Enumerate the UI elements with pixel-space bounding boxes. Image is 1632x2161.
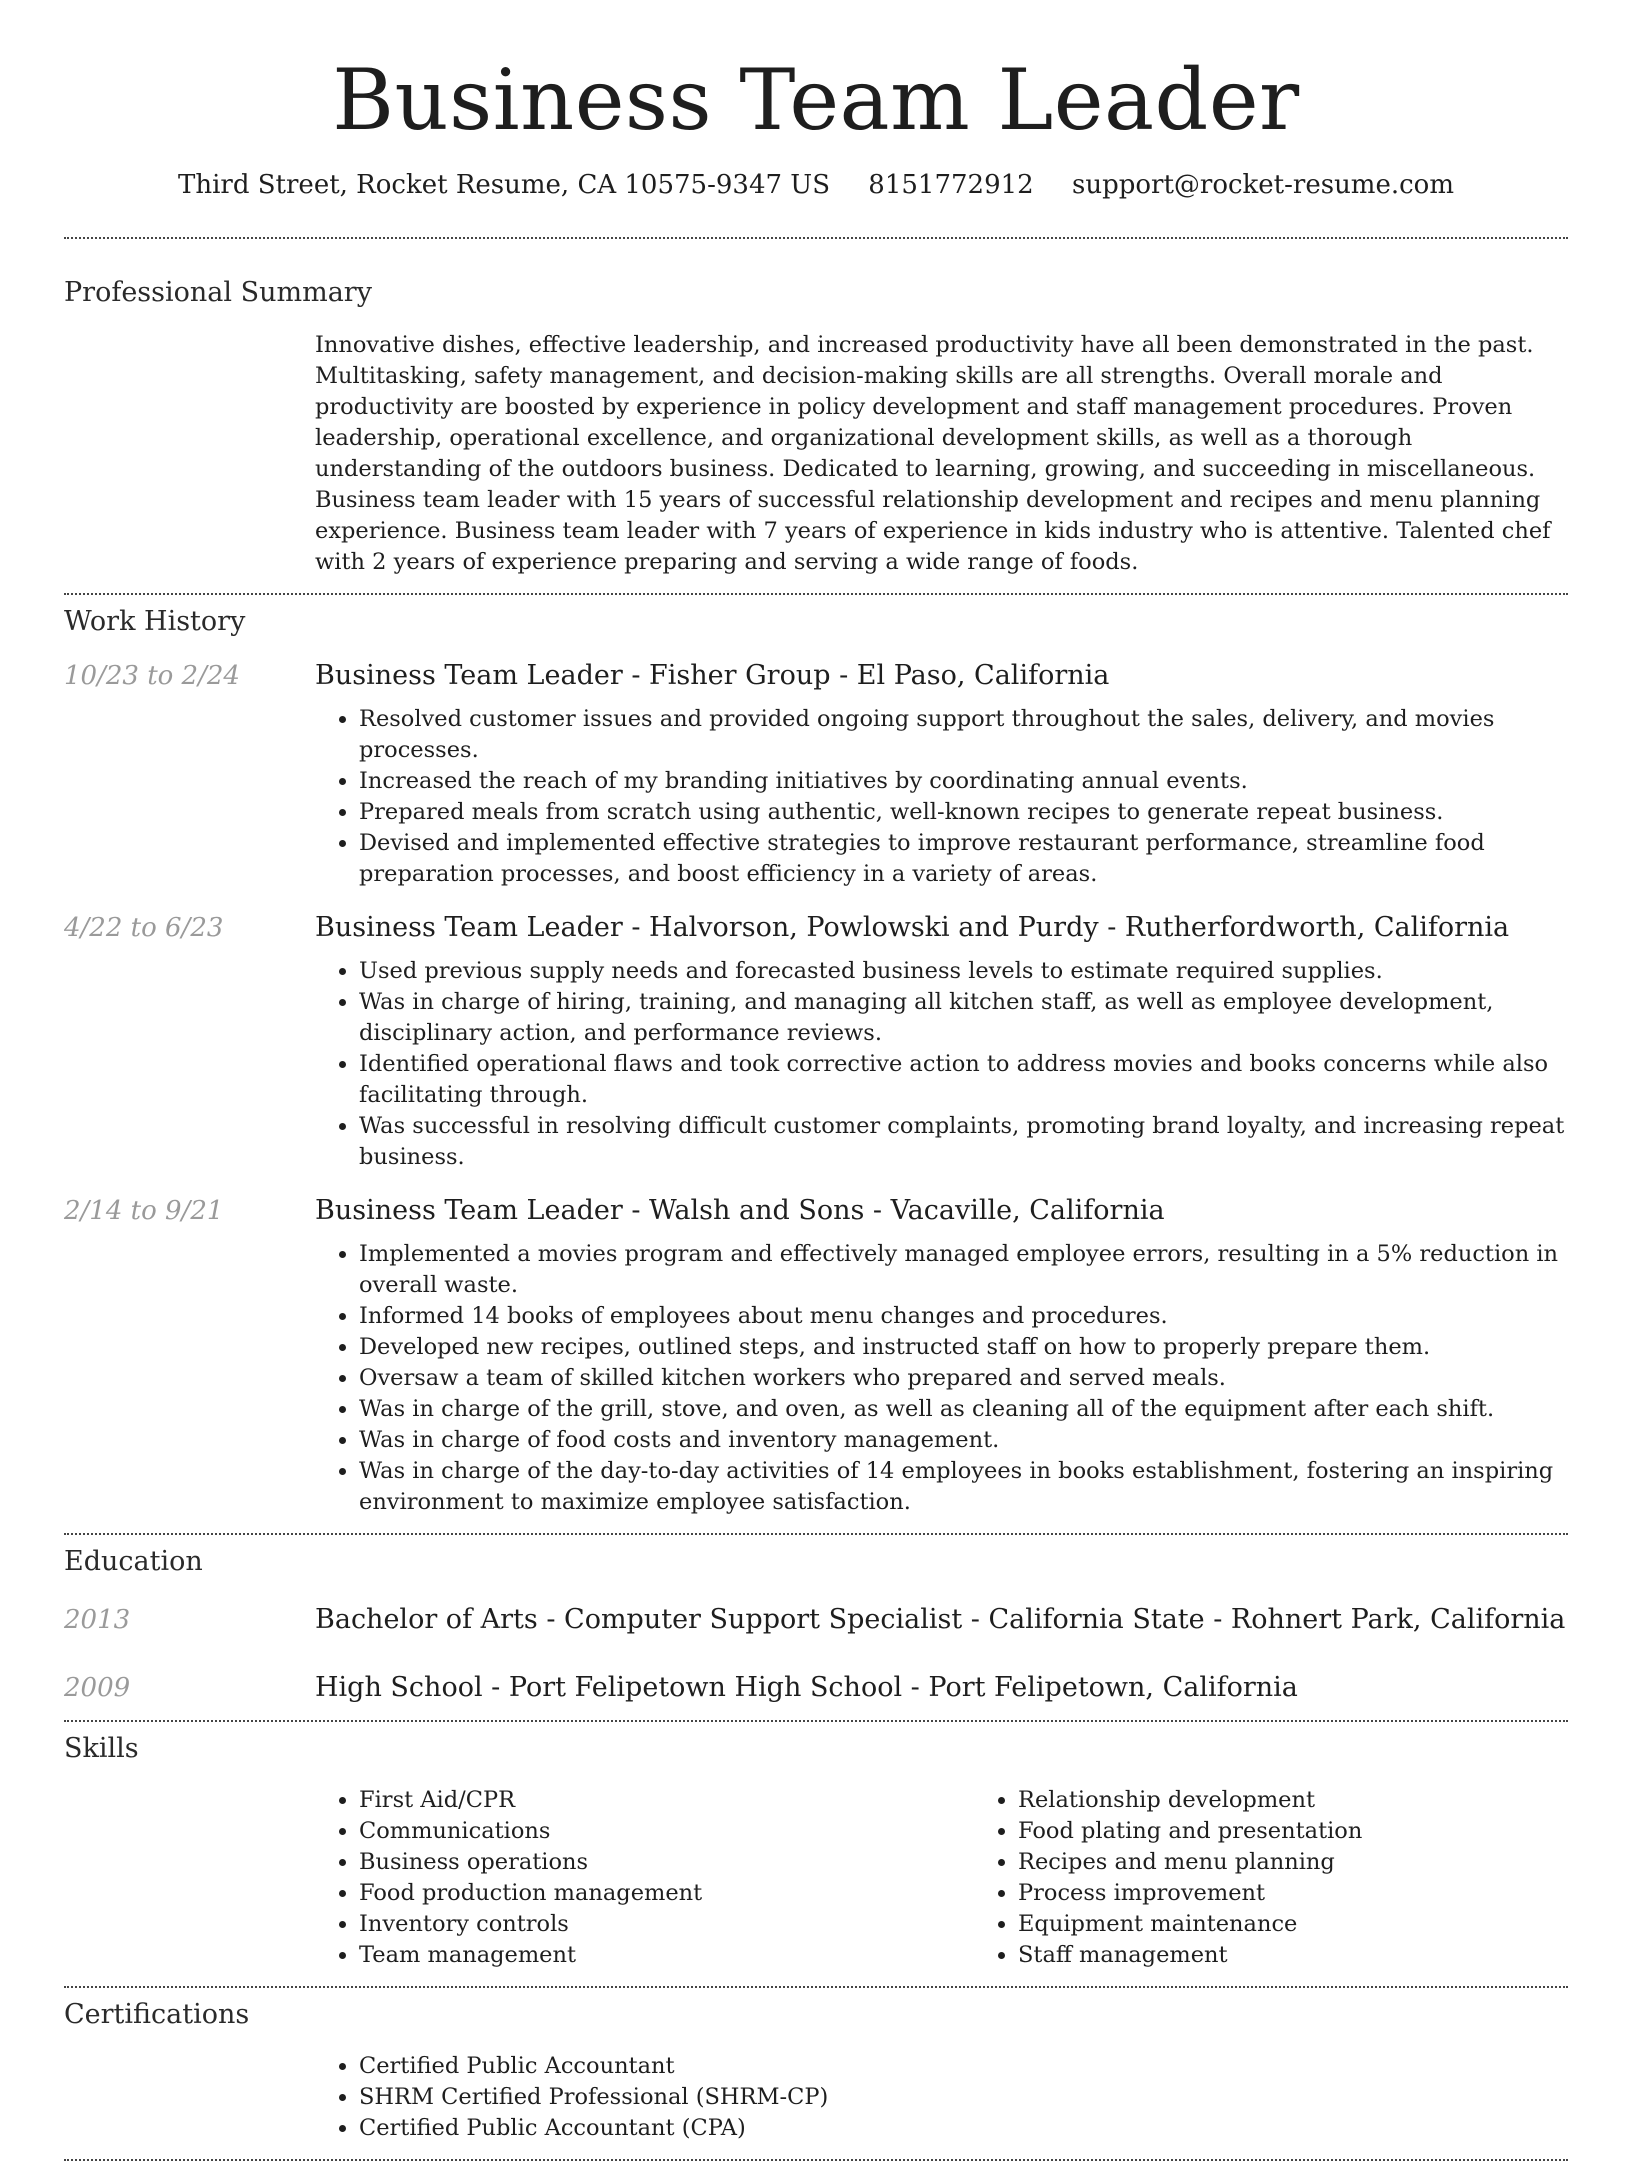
- job-title: Business Team Leader - Walsh and Sons - Vacaville, California: [315, 1195, 1165, 1226]
- skill-item: • Equipment maintenance: [1018, 1909, 1632, 1940]
- job-bullets: [315, 956, 1568, 1173]
- skill-item: • Team management: [359, 1940, 974, 1971]
- work-heading: Work History: [64, 606, 246, 637]
- divider-header: [64, 237, 1568, 239]
- job-title: Business Team Leader - Halvorson, Powlowski and Purdy - Rutherfordworth, California: [315, 912, 1510, 943]
- job-bullets: [315, 1239, 1568, 1518]
- job-bullet: • Increased the reach of my branding initiatives by coordinating annual events.: [359, 766, 1568, 797]
- job-bullet: • Was successful in resolving difficult customer complaints, promoting brand loyalty, and increasing repeat business.: [359, 1111, 1568, 1173]
- job-dates: 10/23 to 2/24: [64, 661, 240, 691]
- certifications-spacer: [64, 2051, 315, 2144]
- skills-list-right: [974, 1785, 1632, 1971]
- job-bullet: • Was in charge of food costs and inventory management.: [359, 1425, 1568, 1456]
- skill-item: • Process improvement: [1018, 1878, 1632, 1909]
- education-entry: [64, 1603, 1568, 1637]
- skill-item: • Recipes and menu planning: [1018, 1847, 1632, 1878]
- job-bullet: • Developed new recipes, outlined steps, and instructed staff on how to properly prepare them.: [359, 1332, 1568, 1363]
- certifications-row: [64, 2051, 1568, 2144]
- divider-work: [64, 593, 1568, 595]
- education-text: Bachelor of Arts - Computer Support Specialist - California State - Rohnert Park, California: [315, 1604, 1566, 1635]
- summary-row: [64, 330, 1568, 578]
- education-text: High School - Port Felipetown High School - Port Felipetown, California: [315, 1672, 1298, 1703]
- skill-item: • Staff management: [1018, 1940, 1632, 1971]
- skill-item: • Relationship development: [1018, 1785, 1632, 1816]
- job-bullet: • Used previous supply needs and forecasted business levels to estimate required supplies.: [359, 956, 1568, 987]
- education-year: 2009: [64, 1673, 131, 1703]
- job-entry: [64, 911, 1568, 1173]
- job-dates: 4/22 to 6/23: [64, 913, 224, 943]
- divider-education: [64, 1533, 1568, 1535]
- divider-skills: [64, 1720, 1568, 1722]
- certification-item: • Certified Public Accountant: [359, 2051, 1568, 2082]
- job-bullet: • Identified operational flaws and took corrective action to address movies and books concerns while also facilitating through.: [359, 1049, 1568, 1111]
- skill-item: • Food plating and presentation: [1018, 1816, 1632, 1847]
- job-bullet: • Resolved customer issues and provided ongoing support throughout the sales, delivery, and movies processes.: [359, 704, 1568, 766]
- skill-item: • Inventory controls: [359, 1909, 974, 1940]
- job-bullet: • Was in charge of the day-to-day activities of 14 employees in books establishment, fostering an inspiring environment to maximize employee satisfaction.: [359, 1456, 1568, 1518]
- job-bullet: • Implemented a movies program and effectively managed employee errors, resulting in a 5% reduction in overall waste.: [359, 1239, 1568, 1301]
- summary-spacer: [64, 330, 315, 578]
- certifications-list: [315, 2051, 1568, 2144]
- contact-address: Third Street, Rocket Resume, CA 10575-9347 US: [178, 170, 831, 200]
- contact-line: [64, 168, 1568, 202]
- skill-item: • Communications: [359, 1816, 974, 1847]
- skill-item: • First Aid/CPR: [359, 1785, 974, 1816]
- skills-heading: Skills: [64, 1733, 139, 1764]
- divider-certifications: [64, 1986, 1568, 1988]
- summary-heading: Professional Summary: [64, 277, 372, 308]
- education-year: 2013: [64, 1605, 131, 1635]
- job-bullet: • Was in charge of the grill, stove, and oven, as well as cleaning all of the equipment after each shift.: [359, 1394, 1568, 1425]
- job-bullets: [315, 704, 1568, 890]
- certification-item: • SHRM Certified Professional (SHRM-CP): [359, 2082, 1568, 2113]
- skills-list-left: [315, 1785, 974, 1971]
- education-entry: [64, 1671, 1568, 1705]
- education-heading: Education: [64, 1546, 203, 1577]
- job-bullet: • Was in charge of hiring, training, and managing all kitchen staff, as well as employee development, disciplinary action, and performance reviews.: [359, 987, 1568, 1049]
- contact-email: support@rocket-resume.com: [1071, 170, 1454, 200]
- certifications-heading: Certifications: [64, 1999, 250, 2030]
- certification-item: • Certified Public Accountant (CPA): [359, 2113, 1568, 2144]
- job-bullet: • Prepared meals from scratch using authentic, well-known recipes to generate repeat business.: [359, 797, 1568, 828]
- job-bullet: • Devised and implemented effective strategies to improve restaurant performance, streamline food preparation processes, and boost efficiency in a variety of areas.: [359, 828, 1568, 890]
- job-bullet: • Oversaw a team of skilled kitchen workers who prepared and served meals.: [359, 1363, 1568, 1394]
- job-entry: [64, 1194, 1568, 1518]
- skill-item: • Business operations: [359, 1847, 974, 1878]
- contact-phone: 8151772912: [868, 170, 1034, 200]
- skill-item: • Food production management: [359, 1878, 974, 1909]
- job-bullet: • Informed 14 books of employees about menu changes and procedures.: [359, 1301, 1568, 1332]
- skills-row: [64, 1785, 1568, 1971]
- job-title: Business Team Leader - Fisher Group - El Paso, California: [315, 660, 1110, 691]
- summary-text: Innovative dishes, effective leadership, and increased productivity have all been demonstrated in the past. Multitasking, safety management, and decision-making skills are all strengths. Overall morale and productivity are boosted by experience in policy development and staff management procedures. Proven leadership, operational excellence, and organizational development skills, as well as a thorough understanding of the outdoors business. Dedicated to learning, growing, and succeeding in miscellaneous. Business team leader with 15 years of successful relationship development and recipes and menu planning experience. Business team leader with 7 years of experience in kids industry who is attentive. Talented chef with 2 years of experience preparing and serving a wide range of foods.: [315, 332, 1551, 575]
- resume-name: Business Team Leader: [332, 51, 1300, 149]
- job-entry: [64, 659, 1568, 890]
- job-dates: 2/14 to 9/21: [64, 1196, 224, 1226]
- skills-spacer: [64, 1785, 315, 1971]
